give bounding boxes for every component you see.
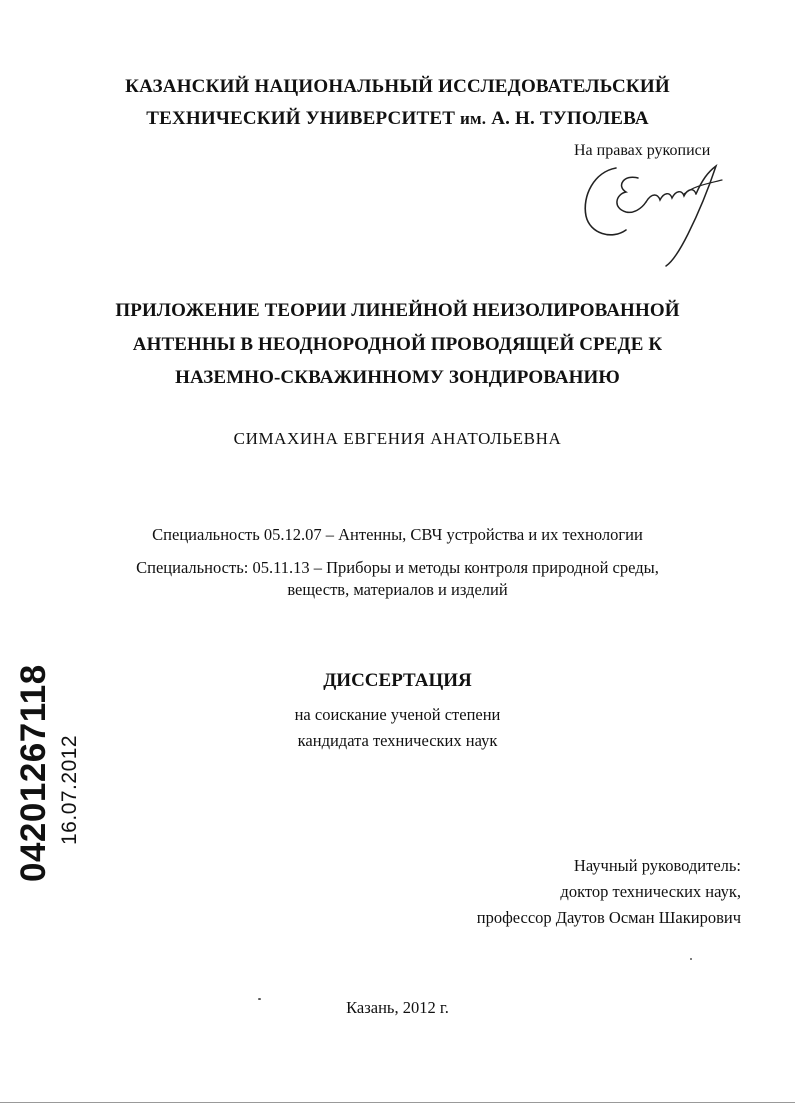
university-line-2 (0, 108, 795, 130)
stamp-number: 04201267118 (14, 664, 53, 882)
specialty-line-3: веществ, материалов и изделий (287, 580, 508, 599)
stamp-date: 16.07.2012 (58, 734, 81, 845)
signature-image (576, 150, 736, 270)
specialty-line-2: Специальность: 05.11.13 – Приборы и методы контроля природной среды, (136, 558, 659, 577)
university-line-2-name: А. Н. ТУПОЛЕВА (491, 108, 649, 129)
title-line-1: ПРИЛОЖЕНИЕ ТЕОРИИ ЛИНЕЙНОЙ НЕИЗОЛИРОВАННОЙ (115, 300, 680, 321)
university-line-1: КАЗАНСКИЙ НАЦИОНАЛЬНЫЙ ИССЛЕДОВАТЕЛЬСКИЙ (125, 76, 670, 97)
title-line-3: НАЗЕМНО-СКВАЖИННОМУ ЗОНДИРОВАНИЮ (175, 367, 620, 388)
university-line-2-main: ТЕХНИЧЕСКИЙ УНИВЕРСИТЕТ (146, 108, 456, 129)
scan-edge-line (0, 1102, 795, 1103)
title-line-2: АНТЕННЫ В НЕОДНОРОДНОЙ ПРОВОДЯЩЕЙ СРЕДЕ К (132, 334, 663, 355)
manuscript-note: На правах рукописи (574, 142, 711, 159)
degree-line-1: на соискание ученой степени (294, 705, 501, 724)
author-name: СИМАХИНА ЕВГЕНИЯ АНАТОЛЬЕВНА (233, 429, 562, 448)
specialty-line-1: Специальность 05.12.07 – Антенны, СВЧ устройства и их технологии (152, 525, 643, 544)
scan-speck (258, 998, 261, 1000)
supervisor-name: профессор Даутов Осман Шакирович (476, 908, 741, 927)
dissertation-heading: ДИССЕРТАЦИЯ (323, 670, 472, 691)
city-year: Казань, 2012 г. (346, 998, 449, 1017)
degree-line-2: кандидата технических наук (297, 731, 498, 750)
scan-speck (690, 958, 692, 960)
university-line-2-im: им. (460, 109, 487, 128)
supervisor-degree: доктор технических наук, (560, 882, 741, 901)
supervisor-label: Научный руководитель: (573, 856, 741, 875)
